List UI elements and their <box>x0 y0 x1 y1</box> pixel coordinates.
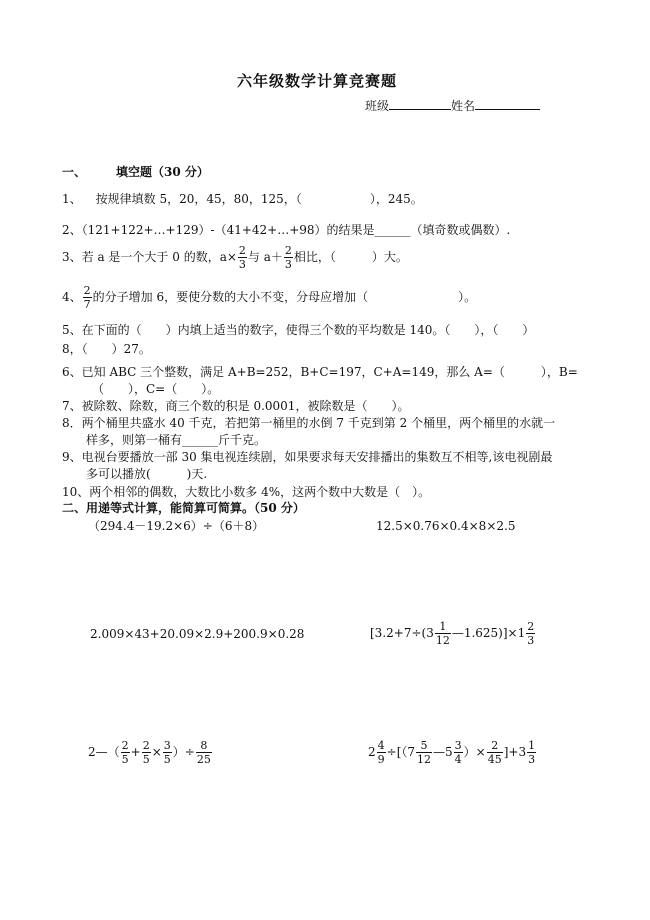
fraction <box>454 740 463 765</box>
calc-6-part-b: ÷[（7 <box>386 745 416 759</box>
fraction <box>121 740 130 765</box>
calc-6-part-e: ]+3 <box>503 745 527 759</box>
question-5-cont <box>62 341 151 357</box>
section-2-heading <box>62 500 305 516</box>
question-6 <box>62 364 578 380</box>
question-4-text: 的分子增加 6，要使分数的大小不变，分母应增加（ <box>92 290 369 304</box>
numerator: 4 <box>377 739 385 752</box>
numerator: 3 <box>454 739 462 752</box>
denominator: 12 <box>417 753 432 766</box>
question-1-close: ），245。 <box>369 192 423 206</box>
numerator: 1 <box>528 739 536 752</box>
student-info <box>365 97 540 114</box>
calc-5-part-c: × <box>151 745 162 759</box>
denominator: 3 <box>238 258 246 271</box>
numerator: 2 <box>487 740 503 753</box>
numerator: 3 <box>163 739 171 752</box>
calc-4 <box>370 621 536 646</box>
question-8-cont <box>86 432 266 448</box>
calc-5-part-b: + <box>130 745 141 759</box>
question-9-number: 9、 <box>62 450 82 464</box>
denominator: 5 <box>163 753 171 766</box>
denominator: 5 <box>142 753 150 766</box>
numerator: 8 <box>196 740 212 753</box>
numerator: 2 <box>142 739 150 752</box>
fraction <box>435 621 451 646</box>
section-2-index: 二、 <box>62 501 87 515</box>
denominator: 9 <box>377 753 385 766</box>
question-10-number: 10、 <box>62 485 90 499</box>
question-6-cont <box>92 381 219 397</box>
section-2-title: 用递等式计算，能简算可简算。（50 分） <box>86 501 305 515</box>
fraction <box>526 621 535 646</box>
denominator: 4 <box>454 753 462 766</box>
calc-4-part-b: —1.625)]×1 <box>451 626 526 640</box>
fraction <box>284 245 293 270</box>
numerator: 2 <box>83 284 91 297</box>
question-8-number: 8． <box>62 416 82 430</box>
page-title: 六年级数学计算竞赛题 <box>237 72 398 90</box>
question-6-line-2: （ ），C=（ ）。 <box>92 382 220 396</box>
calc-1: （294.4－19.2×6）÷（6＋8） <box>88 519 265 533</box>
fraction <box>377 740 386 765</box>
fraction <box>196 740 212 765</box>
question-10 <box>62 484 430 500</box>
numerator: 2 <box>238 244 246 257</box>
denominator: 12 <box>435 634 450 647</box>
question-7-number: 7、 <box>62 399 82 413</box>
calc-6-part-a: 2 <box>368 745 376 759</box>
question-7-text: 被除数、除数，商三个数的积是 0.0001，被除数是（ ）。 <box>81 399 410 413</box>
section-1-heading <box>62 164 209 180</box>
numerator: 2 <box>527 620 535 633</box>
question-1-text: 按规律填数 5，20，45，80，125，（ <box>95 192 302 206</box>
question-3-number: 3、 <box>62 250 82 264</box>
name-field[interactable] <box>475 97 540 110</box>
question-3-text-b: 与 a＋ <box>247 250 283 264</box>
class-label: 班级 <box>365 99 390 113</box>
question-2-text: （121+122+…+129）-（41+42+…+98）的结果是______（填奇数或偶数）. <box>81 223 511 237</box>
calc-6-part-d: ）× <box>463 745 486 759</box>
calc-6 <box>368 740 537 765</box>
question-4-number: 4、 <box>62 290 82 304</box>
question-8 <box>62 415 555 431</box>
section-1-index: 一、 <box>62 165 87 179</box>
denominator: 3 <box>284 258 292 271</box>
question-5-number: 5、 <box>62 323 82 337</box>
question-3-text-a: 若 a 是一个大于 0 的数，a× <box>81 250 237 264</box>
question-3-text-c: 相比，（ ）大。 <box>293 250 408 264</box>
fraction <box>238 245 247 270</box>
calc-5 <box>88 740 213 765</box>
question-9-line-2: 多可以播放( )天. <box>86 467 208 481</box>
question-1 <box>62 191 423 207</box>
calc-5-part-a: 2—（ <box>88 745 120 759</box>
numerator: 1 <box>435 621 451 634</box>
section-1-title: 填空题（30 分） <box>116 165 209 179</box>
question-5-line-1: 在下面的（ ）内填上适当的数字，使得三个数的平均数是 140。（ ），（ ） <box>81 323 535 337</box>
question-9 <box>62 449 552 465</box>
denominator: 7 <box>83 298 91 311</box>
calc-2: 12.5×0.76×0.4×8×2.5 <box>376 519 516 533</box>
denominator: 5 <box>121 753 129 766</box>
numerator: 2 <box>284 244 292 257</box>
calc-3: 2.009×43+20.09×2.9+200.9×0.28 <box>90 627 305 641</box>
fraction <box>527 740 536 765</box>
numerator: 5 <box>416 740 432 753</box>
name-label: 姓名 <box>451 99 476 113</box>
denominator: 3 <box>528 753 536 766</box>
question-7 <box>62 398 409 414</box>
question-6-line-1: 已知 ABC 三个整数，满足 A+B=252，B+C=197，C+A=149，那么 A=（ ），B= <box>81 365 578 379</box>
fraction <box>163 740 172 765</box>
question-3 <box>62 245 408 270</box>
question-4 <box>62 285 476 310</box>
calc-6-part-c: —5 <box>433 745 453 759</box>
question-9-cont <box>86 466 207 482</box>
denominator: 3 <box>527 634 535 647</box>
denominator: 25 <box>196 753 211 766</box>
fraction <box>83 285 92 310</box>
question-2-number: 2、 <box>62 223 82 237</box>
numerator: 2 <box>121 739 129 752</box>
fraction <box>416 740 432 765</box>
calc-4-part-a: [3.2+7÷(3 <box>370 626 434 640</box>
question-6-number: 6、 <box>62 365 82 379</box>
denominator: 45 <box>487 753 502 766</box>
fraction <box>487 740 503 765</box>
question-10-text: 两个相邻的偶数，大数比小数多 4%，这两个数中大数是（ ）。 <box>89 485 431 499</box>
fraction <box>142 740 151 765</box>
question-8-line-2: 样多，则第一桶有______斤千克。 <box>86 433 267 447</box>
class-field[interactable] <box>389 97 451 110</box>
question-8-line-1: 两个桶里共盛水 40 千克，若把第一桶里的水倒 7 千克到第 2 个桶里，两个桶里的水就一 <box>81 416 556 430</box>
question-5 <box>62 322 534 338</box>
question-5-line-2: 8，（ ）27。 <box>62 342 151 356</box>
question-4-close: ）。 <box>458 290 477 304</box>
question-1-number: 1、 <box>62 192 82 206</box>
question-2 <box>62 222 510 238</box>
calc-5-part-d: ）÷ <box>172 745 195 759</box>
question-9-line-1: 电视台要播放一部 30 集电视连续剧，如果要求每天安排播出的集数互不相等,该电视剧最 <box>81 450 553 464</box>
